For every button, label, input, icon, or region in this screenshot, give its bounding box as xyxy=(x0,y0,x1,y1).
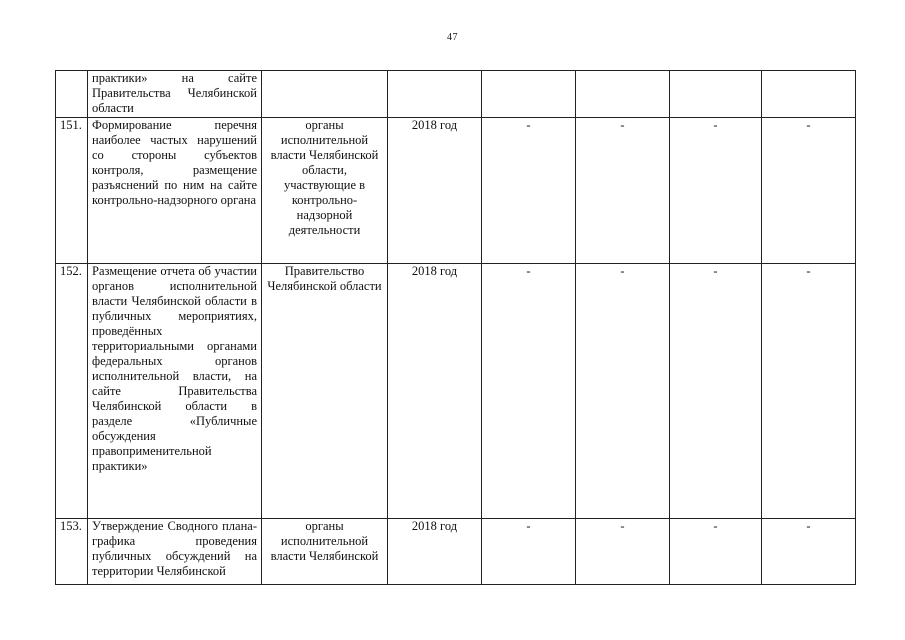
value-cell: - xyxy=(576,118,670,264)
table-row xyxy=(56,71,856,118)
value-cell: - xyxy=(762,519,856,585)
value-cell xyxy=(482,71,576,118)
row-number: 153. xyxy=(56,519,88,585)
value-cell: - xyxy=(670,118,762,264)
row-number xyxy=(56,71,88,118)
value-cell: - xyxy=(482,118,576,264)
responsible-body xyxy=(262,71,388,118)
value-cell: - xyxy=(762,264,856,519)
value-cell xyxy=(576,71,670,118)
deadline xyxy=(388,71,482,118)
responsible-body: органы исполнительной власти Челябинской области, участвующие в контрольно-надзорной деятельности xyxy=(262,118,388,264)
table-row xyxy=(56,118,856,264)
deadline: 2018 год xyxy=(388,118,482,264)
page-number: 47 xyxy=(447,32,458,43)
value-cell xyxy=(670,71,762,118)
event-description: Формирование перечня наиболее частых нарушений со стороны субъектов контроля, размещение разъяснений по ним на сайте контрольно-надзорного органа xyxy=(88,118,262,264)
event-description: практики» на сайте Правительства Челябинской области xyxy=(88,71,262,118)
value-cell: - xyxy=(482,519,576,585)
table-row xyxy=(56,519,856,585)
responsible-body: органы исполнительной власти Челябинской xyxy=(262,519,388,585)
value-cell: - xyxy=(576,264,670,519)
value-cell: - xyxy=(576,519,670,585)
plan-table xyxy=(55,70,856,585)
value-cell: - xyxy=(482,264,576,519)
row-number: 151. xyxy=(56,118,88,264)
value-cell: - xyxy=(670,264,762,519)
row-number: 152. xyxy=(56,264,88,519)
deadline: 2018 год xyxy=(388,519,482,585)
event-description: Размещение отчета об участии органов исполнительной власти Челябинской области в публичных мероприятиях, проведённых территориальными органами федеральных органов исполнительной власти, на сайте Правительства Челябинской области в разделе «Публичные обсуждения правоприменительной практики» xyxy=(88,264,262,519)
responsible-body: Правительство Челябинской области xyxy=(262,264,388,519)
table-row xyxy=(56,264,856,519)
value-cell: - xyxy=(670,519,762,585)
value-cell: - xyxy=(762,118,856,264)
event-description: Утверждение Сводного плана-графика проведения публичных обсуждений на территории Челябинской xyxy=(88,519,262,585)
deadline: 2018 год xyxy=(388,264,482,519)
value-cell xyxy=(762,71,856,118)
